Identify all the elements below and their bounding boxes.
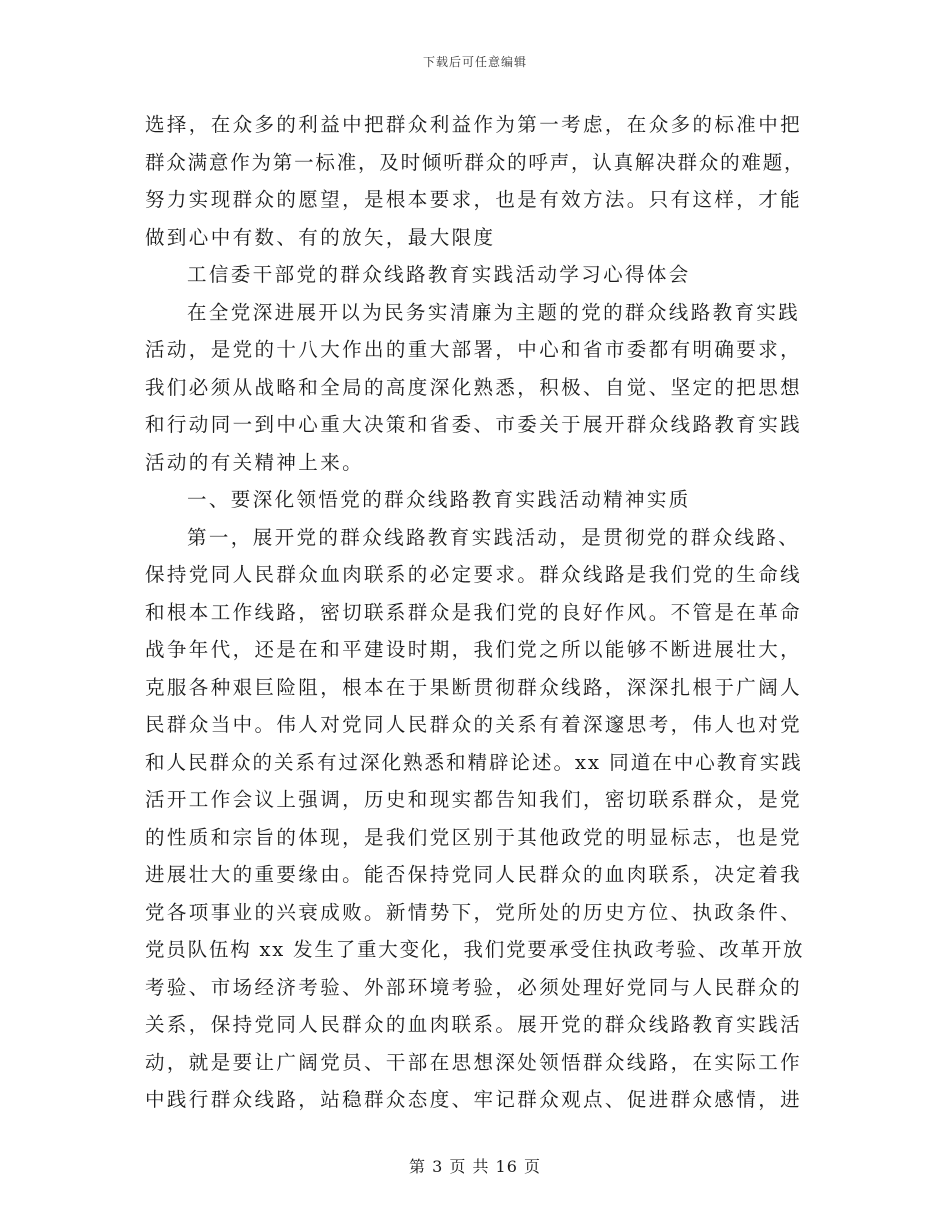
text-line: 进展壮大的重要缘由。能否保持党同人民群众的血肉联系，决定着我 [145,863,803,886]
text-line: 战争年代，还是在和平建设时期，我们党之所以能够不断进展壮大， [145,638,803,661]
text-line: 党各项事业的兴衰成败。新情势下，党所处的历史方位、执政条件、 [145,900,803,924]
text-line: 和根本工作线路，密切联系群众是我们党的良好作风。不管是在革命 [145,600,803,624]
document-body [145,106,805,1119]
paragraph-start: 第一，展开党的群众线路教育实践活动，是贯彻党的群众线路、 [187,525,801,549]
text-line: 努力实现群众的愿望，是根本要求，也是有效方法。只有这样，才能 [145,188,803,211]
text-line: 我们必须从战略和全局的高度深化熟悉，积极、自觉、坚定的把思想 [145,375,803,399]
text-line: 中践行群众线路，站稳群众态度、牢记群众观点、促进群众感情，进 [145,1088,803,1111]
text-line: 活动的有关精神上来。 [145,450,365,474]
text-line: 关系，保持党同人民群众的血肉联系。展开党的群众线路教育实践活 [145,1013,803,1036]
text-line: 动，就是要让广阔党员、干部在思想深处领悟群众线路，在实际工作 [145,1050,803,1074]
page-number-footer: 第 3 页 共 16 页 [409,1157,541,1176]
paragraph-start: 在全党深进展开以为民务实清廉为主题的党的群众线路教育实践 [187,300,801,324]
text-line: 党员队伍构 xx 发生了重大变化，我们党要承受住执政考验、改革开放 [145,938,805,961]
text-line: 保持党同人民群众血肉联系的必定要求。群众线路是我们党的生命线 [145,563,803,586]
text-line: 克服各种艰巨险阻，根本在于果断贯彻群众线路，深深扎根于广阔人 [145,675,803,699]
text-line: 民群众当中。伟人对党同人民群众的关系有着深邃思考，伟人也对党 [145,713,803,736]
section-heading: 一、要深化领悟党的群众线路教育实践活动精神实质 [187,488,691,511]
text-line: 活动，是党的十八大作出的重大部署，中心和省市委都有明确要求， [145,338,803,361]
page-header: 下载后可任意编辑 [422,55,527,69]
text-line: 的性质和宗旨的体现，是我们党区别于其他政党的明显标志，也是党 [145,825,803,849]
text-line: 和人民群众的关系有过深化熟悉和精辟论述。xx 同道在中心教育实践 [145,750,803,774]
text-line: 考验、市场经济考验、外部环境考验，必须处理好党同与人民群众的 [145,975,803,999]
text-line: 和行动同一到中心重大决策和省委、市委关于展开群众线路教育实践 [145,413,803,436]
text-line: 群众满意作为第一标准，及时倾听群众的呼声，认真解决群众的难题， [145,150,806,174]
text-line: 活开工作会议上强调，历史和现实都告知我们，密切联系群众，是党 [145,788,803,811]
text-line: 做到心中有数、有的放矢，最大限度 [145,225,496,249]
text-line: 选择，在众多的利益中把群众利益作为第一考虑，在众多的标准中把 [145,113,803,136]
section-title: 工信委干部党的群众线路教育实践活动学习心得体会 [187,263,691,286]
